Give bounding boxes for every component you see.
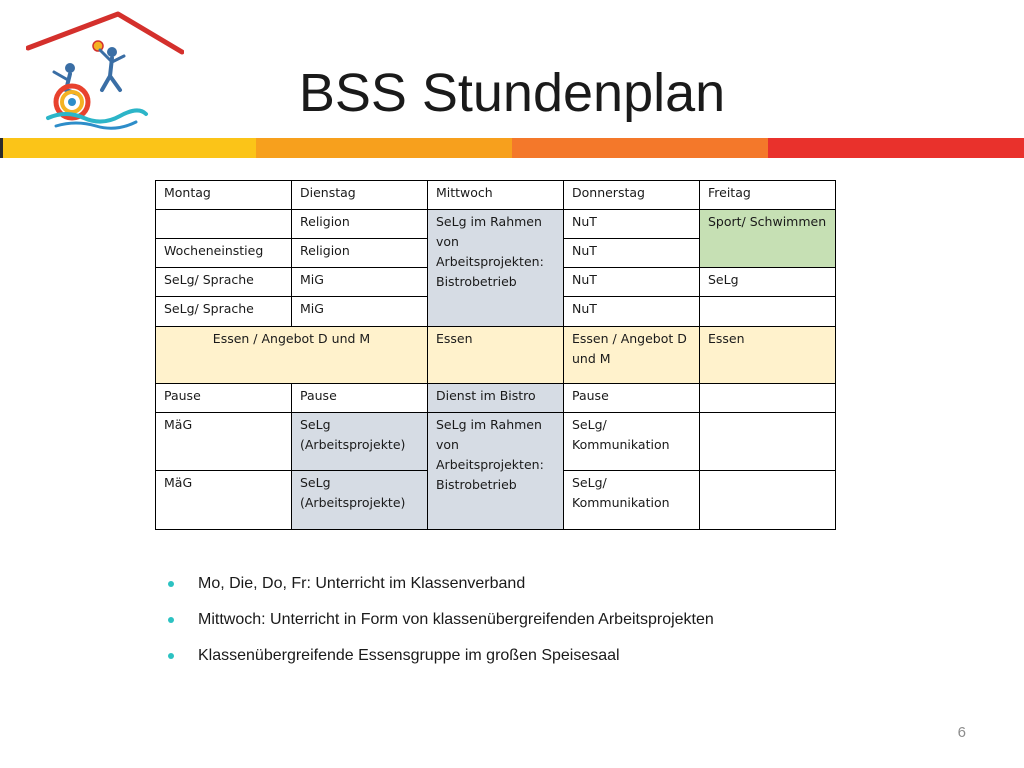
cell-lunch-fri: Essen xyxy=(700,327,836,384)
bullet-dot-icon xyxy=(168,617,174,623)
cell-tue-3: MiG xyxy=(292,268,428,297)
cell-thu-1: NuT xyxy=(564,210,700,239)
table-header-row xyxy=(156,181,836,210)
slide-title: BSS Stundenplan xyxy=(298,63,726,123)
cell-pause-thu: Pause xyxy=(564,384,700,413)
stripe-segment-dark-orange xyxy=(512,138,768,158)
cell-pause-wed: Dienst im Bistro xyxy=(428,384,564,413)
stripe-segment-orange xyxy=(256,138,512,158)
bullet-text: Klassenübergreifende Essensgruppe im großen Speisesaal xyxy=(198,647,620,664)
cell-thu-3: NuT xyxy=(564,268,700,297)
bullet-item xyxy=(168,645,714,681)
bullet-list xyxy=(168,573,714,681)
stripe-edge xyxy=(0,138,3,158)
page-number: 6 xyxy=(957,724,966,741)
stripe-segment-red xyxy=(768,138,1024,158)
table-row xyxy=(156,413,836,471)
cell-lunch-wed: Essen xyxy=(428,327,564,384)
cell-mon-1 xyxy=(156,210,292,239)
timetable xyxy=(155,180,836,530)
title-stripe xyxy=(0,138,1024,158)
cell-mon-3: SeLg/ Sprache xyxy=(156,268,292,297)
cell-tue-8: SeLg (Arbeitsprojekte) xyxy=(292,471,428,530)
table-row-pause xyxy=(156,384,836,413)
cell-fri-3: SeLg xyxy=(700,268,836,297)
cell-mon-2: Wocheneinstieg xyxy=(156,239,292,268)
cell-lunch-thu: Essen / Angebot D und M xyxy=(564,327,700,384)
cell-pause-mon: Pause xyxy=(156,384,292,413)
cell-tue-1: Religion xyxy=(292,210,428,239)
table-row-lunch xyxy=(156,327,836,384)
bullet-text: Mo, Die, Do, Fr: Unterricht im Klassenverband xyxy=(198,575,526,592)
cell-wed-afternoon: SeLg im Rahmen von Arbeitsprojekten: Bistrobetrieb xyxy=(428,413,564,530)
cell-lunch-mon-tue: Essen / Angebot D und M xyxy=(156,327,428,384)
header-mittwoch: Mittwoch xyxy=(428,181,564,210)
cell-fri-4 xyxy=(700,297,836,327)
cell-thu-7: SeLg/ Kommunikation xyxy=(564,413,700,471)
cell-thu-2: NuT xyxy=(564,239,700,268)
header-dienstag: Dienstag xyxy=(292,181,428,210)
cell-pause-tue: Pause xyxy=(292,384,428,413)
bullet-dot-icon xyxy=(168,653,174,659)
header-donnerstag: Donnerstag xyxy=(564,181,700,210)
cell-fri-8 xyxy=(700,471,836,530)
cell-mon-8: MäG xyxy=(156,471,292,530)
cell-thu-8: SeLg/ Kommunikation xyxy=(564,471,700,530)
bullet-item xyxy=(168,573,714,609)
bullet-text: Mittwoch: Unterricht in Form von klassenübergreifenden Arbeitsprojekten xyxy=(198,611,714,628)
cell-wed-morning: SeLg im Rahmen von Arbeitsprojekten: Bistrobetrieb xyxy=(428,210,564,327)
header-freitag: Freitag xyxy=(700,181,836,210)
cell-pause-fri xyxy=(700,384,836,413)
table-row xyxy=(156,210,836,239)
cell-tue-2: Religion xyxy=(292,239,428,268)
header-montag: Montag xyxy=(156,181,292,210)
stripe-segment-yellow xyxy=(0,138,256,158)
cell-fri-sport: Sport/ Schwimmen xyxy=(700,210,836,268)
bullet-item xyxy=(168,609,714,645)
cell-mon-7: MäG xyxy=(156,413,292,471)
cell-fri-7 xyxy=(700,413,836,471)
bullet-dot-icon xyxy=(168,581,174,587)
cell-mon-4: SeLg/ Sprache xyxy=(156,297,292,327)
cell-thu-4: NuT xyxy=(564,297,700,327)
cell-tue-7: SeLg (Arbeitsprojekte) xyxy=(292,413,428,471)
cell-tue-4: MiG xyxy=(292,297,428,327)
roof-icon xyxy=(28,14,182,52)
